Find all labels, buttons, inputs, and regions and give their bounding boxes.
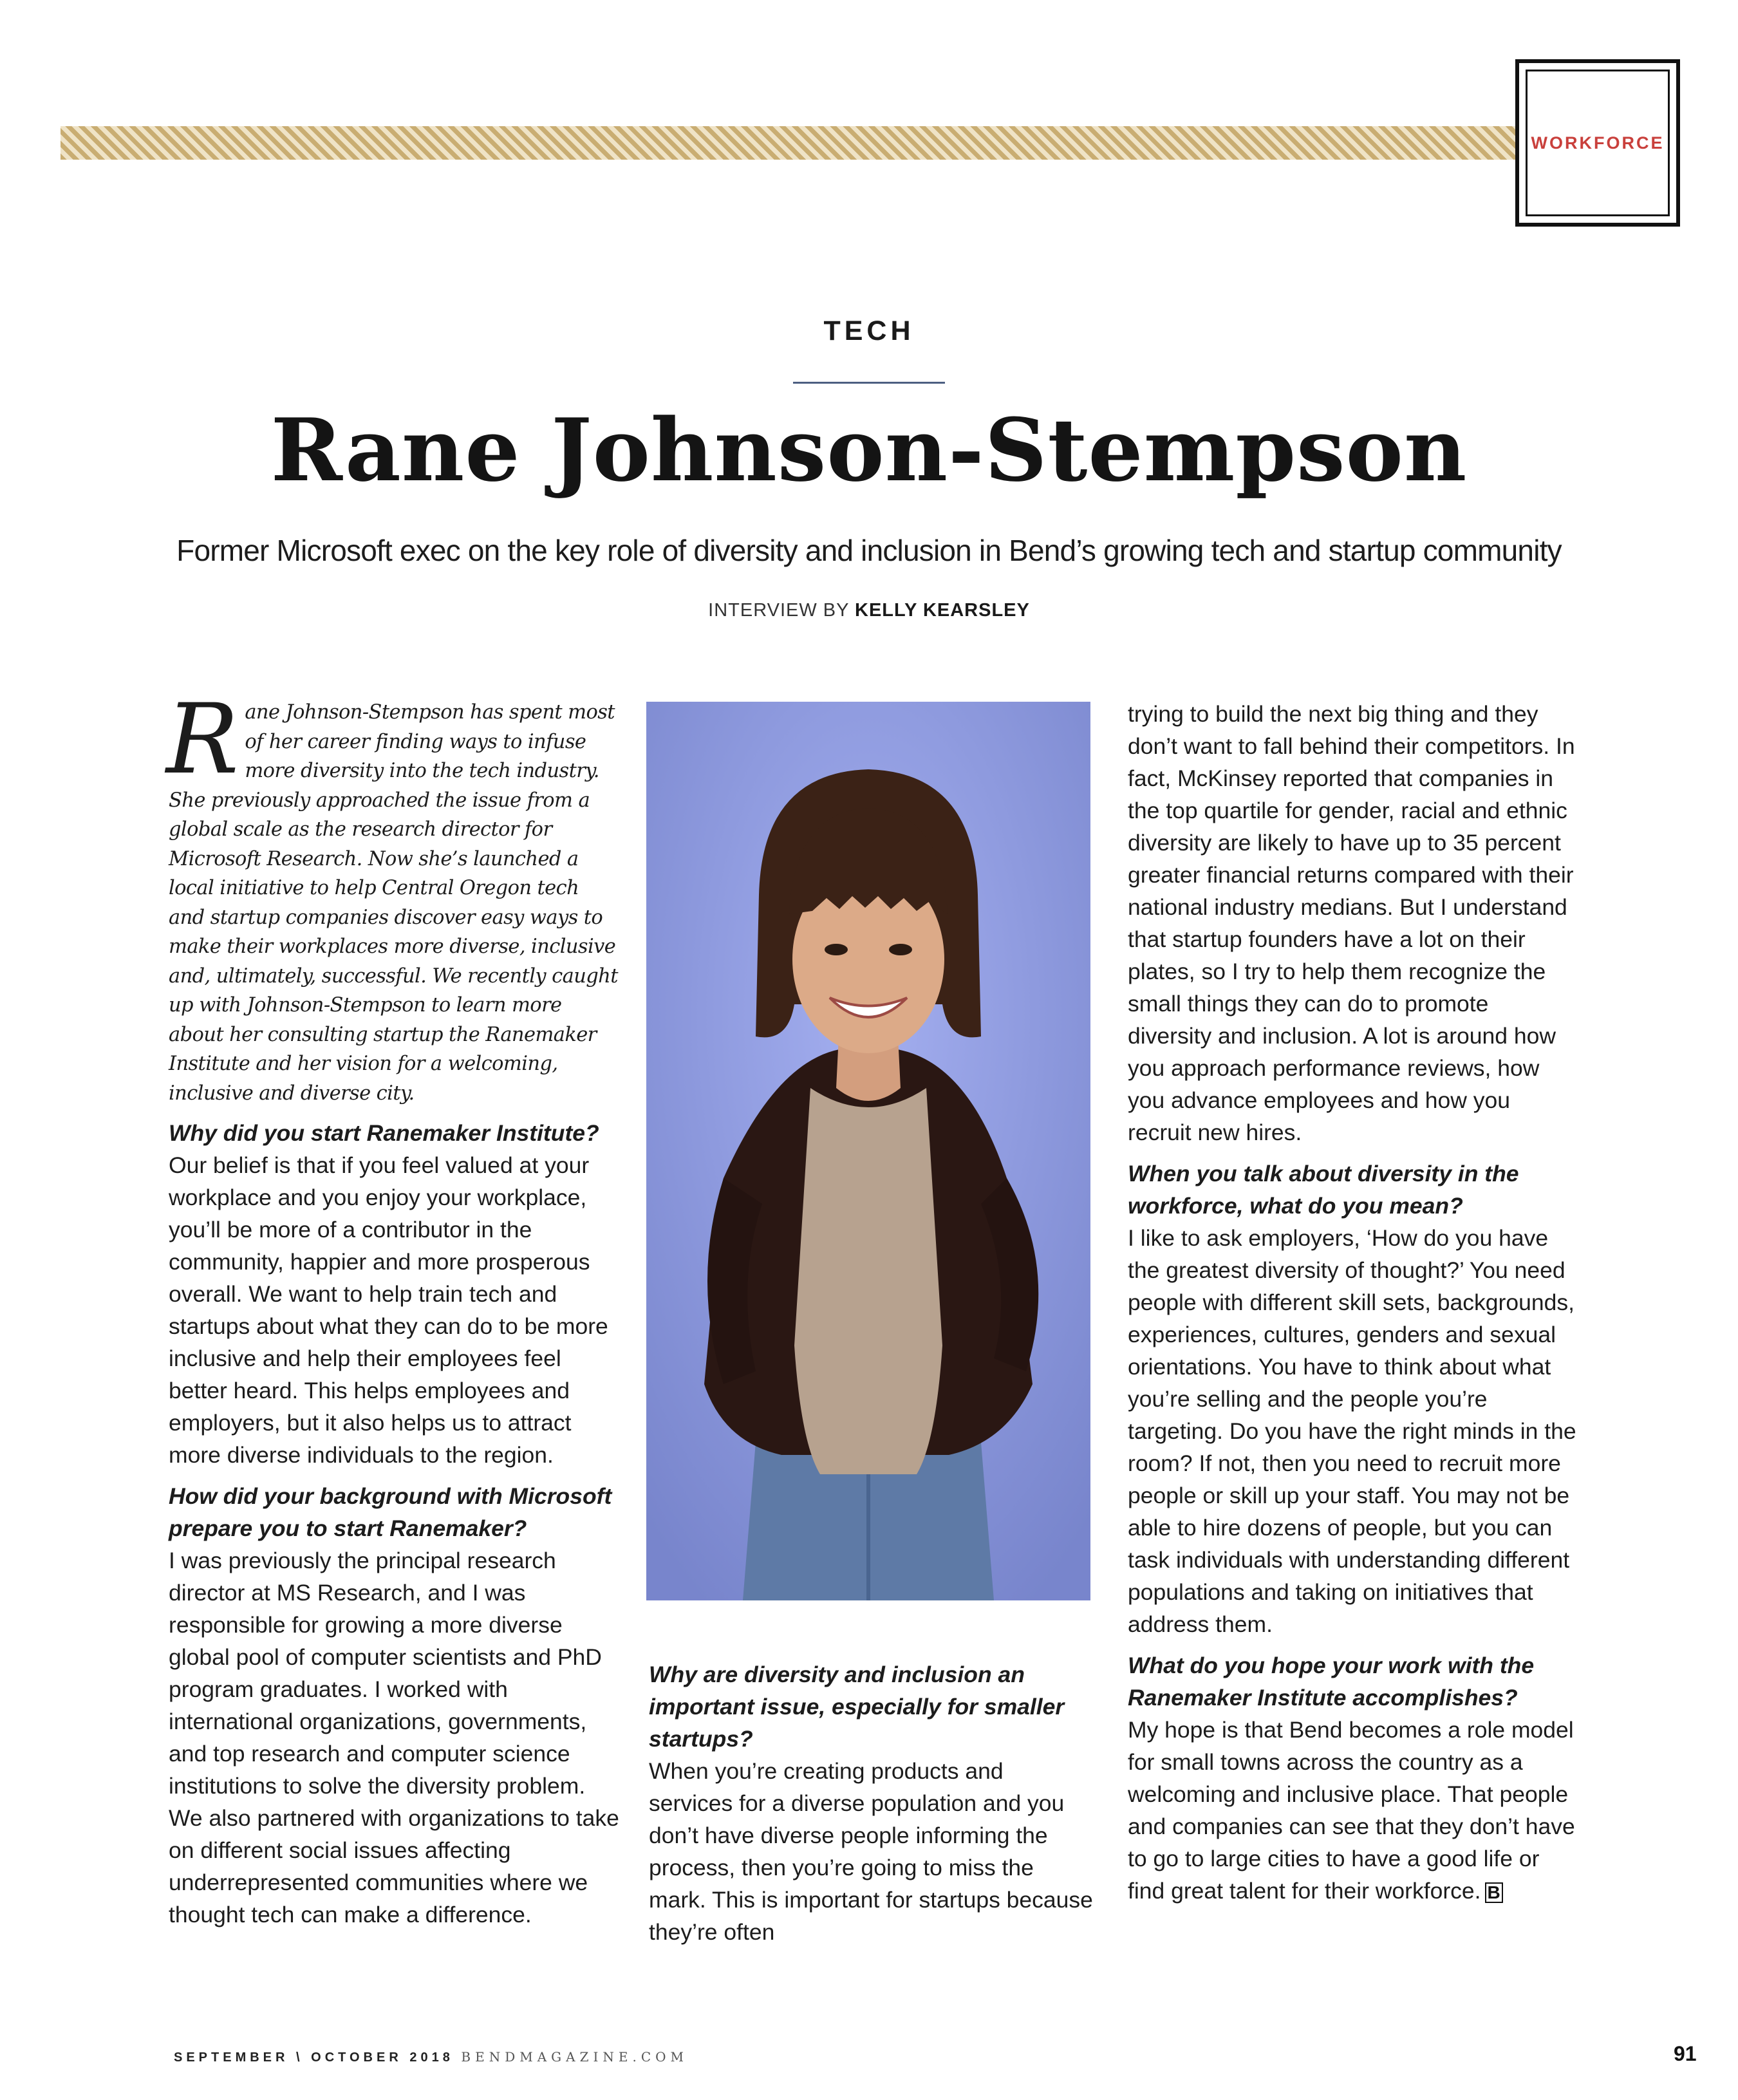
kicker-divider	[793, 382, 945, 384]
portrait-illustration	[646, 702, 1090, 1600]
byline-prefix: INTERVIEW BY	[708, 600, 849, 621]
category-kicker: TECH	[823, 315, 915, 346]
magazine-website: BENDMAGAZINE.COM	[461, 2049, 688, 2065]
question-3: Why are diversity and inclusion an important issue, especially for smaller startups?	[649, 1662, 1065, 1752]
byline	[0, 600, 1738, 621]
column-right	[1128, 698, 1578, 1907]
question-4: When you talk about diversity in the workforce, what do you mean?	[1128, 1161, 1519, 1219]
answer-4: I like to ask employers, ‘How do you have the greatest diversity of thought?’ You need people with different skill sets, backgrounds, experiences, cultures, genders and sexual orientations. You have to think about what you’re selling and the people you’re targeting. Do you have the right minds in the room? If not, then you need to recruit more people or skill up your staff. You may not be able to hire dozens of people, but you can task individuals with understanding different populations and taking on initiatives that address them.	[1128, 1225, 1576, 1637]
article-dek: Former Microsoft exec on the key role of diversity and inclusion in Bend’s growing tech and startup community	[176, 534, 1562, 567]
decorative-stripe-band	[61, 126, 1520, 160]
end-mark-icon: B	[1485, 1882, 1503, 1903]
byline-author: KELLY KEARSLEY	[855, 600, 1030, 621]
portrait-photo	[646, 702, 1090, 1600]
answer-2: I was previously the principal research director at MS Research, and I was responsible for growing a more diverse global pool of computer scientists and PhD program graduates. I worked with international organizations, governments, and top research and computer science institutions to solve the diversity problem. We also partnered with organizations to take on different social issues affecting underrepresented communities where we thought tech can make a difference.	[169, 1548, 619, 1927]
question-1: Why did you start Ranemaker Institute?	[169, 1120, 599, 1146]
column-middle	[649, 1658, 1093, 1948]
question-2: How did your background with Microsoft prepare you to start Ranemaker?	[169, 1483, 612, 1541]
answer-3: When you’re creating products and services for a diverse population and you don’t have diverse people informing the process, then you’re going to miss the mark. This is important for startups because they’re often	[649, 1758, 1093, 1945]
drop-cap: R	[166, 684, 239, 796]
answer-3-continued: trying to build the next big thing and they don’t want to fall behind their competitors. In fact, McKinsey reported that companies in the top quartile for gender, racial and ethnic diversity are likely to have up to 35 percent greater financial returns compared with their national industry medians. But I understand that startup founders have a lot on their plates, so I try to help them recognize the small things they can do to promote diversity and inclusion. A lot is around how you approach performance reviews, how you advance employees and how you recruit new hires.	[1128, 701, 1575, 1145]
answer-5: My hope is that Bend becomes a role model for small towns across the country as a welcoming and inclusive place. That people and companies can see that they don’t have to go to large cities to have a good life or find great talent for their workforce.	[1128, 1717, 1575, 1904]
article-headline: Rane Johnson-Stempson	[270, 399, 1468, 501]
column-left	[166, 684, 619, 1931]
issue-date: SEPTEMBER \ OCTOBER 2018	[174, 2050, 454, 2065]
section-tag-box	[1515, 59, 1680, 227]
section-label: WORKFORCE	[1531, 133, 1665, 153]
answer-5-paragraph	[1128, 1714, 1578, 1907]
page-number: 91	[1674, 2042, 1697, 2065]
answer-1: Our belief is that if you feel valued at your workplace and you enjoy your workplace, you’ll be more of a contributor in the community, happier and more prosperous overall. We want to help train tech and startups about what they can do to be more inclusive and help their employees feel better heard. This helps employees and employers, but it also helps us to attract more diverse individuals to the region.	[169, 1152, 608, 1468]
page-footer	[174, 2049, 688, 2065]
intro-text: ane Johnson-Stempson has spent most of her career finding ways to infuse more diversity into the tech industry. She previously approached the issue from a global scale as the research director for Microsoft Research. Now she’s launched a local initiative to help Central Oregon tech and startup companies discover easy ways to make their workplaces more diverse, inclusive and, ultimately, successful. We recently caught up with Johnson-Stempson to learn more about her consulting startup the Ranemaker Institute and her vision for a welcoming, inclusive and diverse city.	[169, 701, 618, 1105]
intro-paragraph	[166, 684, 619, 1108]
question-5: What do you hope your work with the Ranemaker Institute accomplishes?	[1128, 1653, 1535, 1711]
